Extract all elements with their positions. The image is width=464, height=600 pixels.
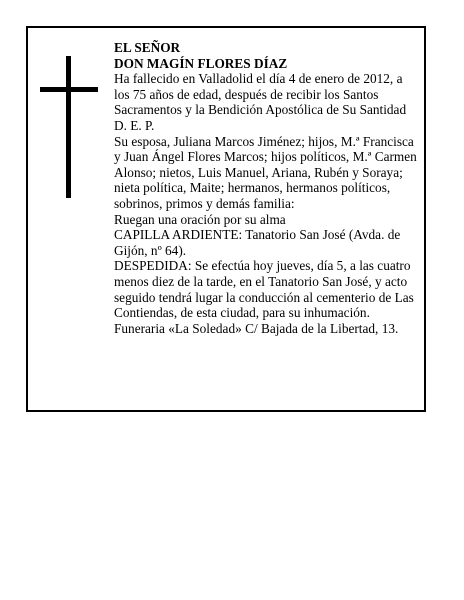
death-announcement: Ha fallecido en Valladolid el día 4 de enero de 2012, a los 75 años de edad, después de recibir los Santos Sacramentos y la Bendición Apostólica de Su Santidad D. E. P.	[114, 71, 407, 133]
deceased-name: DON MAGÍN FLORES DÍAZ	[114, 55, 288, 71]
prayer-request: Ruegan una oración por su alma	[114, 211, 286, 227]
chapel-info: CAPILLA ARDIENTE: Tanatorio San José (Avda. de Gijón, nº 64).	[114, 227, 401, 258]
family-list: Su esposa, Juliana Marcos Jiménez; hijos, M.ª Francisca y Juan Ángel Flores Marcos; hijos políticos, M.ª Carmen Alonso; nietos, Luis Manuel, Ariana, Rubén y Soraya; nieta política, Maite; hermanos, hermanos políticos, sobrinos, primos y demás familia:	[114, 133, 417, 211]
cross-horizontal-bar	[40, 87, 98, 92]
farewell-info: DESPEDIDA: Se efectúa hoy jueves, día 5, a las cuatro menos diez de la tarde, en el Tanatorio San José, y acto seguido tendrá lugar la conducción al cementerio de Las Contiendas, de esta ciudad, para su inhumación.	[114, 258, 414, 321]
cross-vertical-bar	[66, 56, 71, 198]
cross-icon	[40, 56, 98, 198]
notice-title-line1: EL SEÑOR	[114, 40, 181, 55]
obituary-notice	[26, 26, 426, 412]
notice-text	[114, 40, 418, 336]
funeral-home: Funeraria «La Soledad» C/ Bajada de la Libertad, 13.	[114, 320, 399, 336]
